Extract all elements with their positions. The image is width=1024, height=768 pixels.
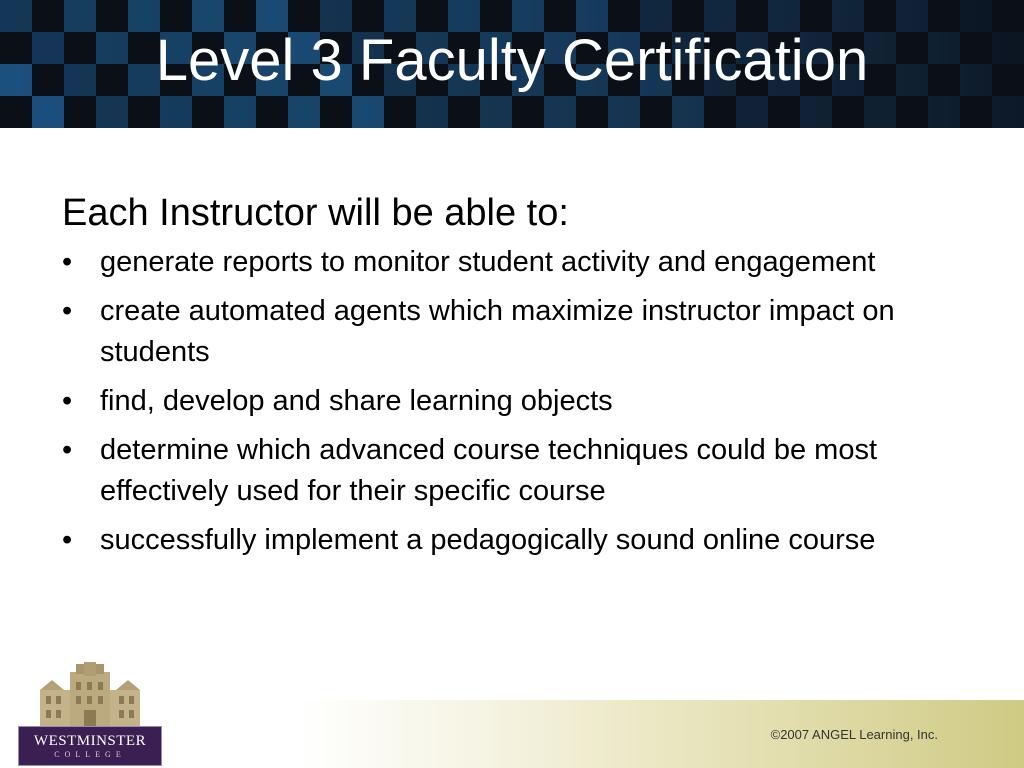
bullet-dot: • [62, 295, 73, 327]
bullet-item [62, 520, 962, 561]
bullet-text: determine which advanced course techniques could be most effectively used for their specific course [100, 434, 878, 507]
slide-body [62, 188, 962, 569]
logo-name: WESTMINSTER [33, 733, 147, 749]
bullet-item [62, 242, 962, 283]
building-icon [40, 662, 140, 726]
bullet-dot: • [62, 246, 73, 278]
bullet-text: generate reports to monitor student activity and engagement [100, 246, 876, 278]
bullet-list [62, 242, 962, 561]
logo-subtitle: COLLEGE [54, 750, 126, 759]
bullet-dot: • [62, 524, 73, 556]
bullet-text: successfully implement a pedagogically sound online course [100, 524, 876, 556]
logo-nameplate [18, 726, 162, 766]
slide-title: Level 3 Faculty Certification [155, 28, 869, 93]
bullet-item [62, 291, 962, 373]
bullet-dot: • [62, 434, 73, 466]
bullet-item [62, 381, 962, 422]
bullet-item [62, 430, 962, 512]
copyright-text: ©2007 ANGEL Learning, Inc. [770, 727, 938, 742]
bullet-text: find, develop and share learning objects [100, 385, 613, 417]
title-banner [0, 0, 1024, 128]
bullet-dot: • [62, 385, 73, 417]
bullet-text: create automated agents which maximize instructor impact on students [100, 295, 895, 368]
college-logo [18, 662, 164, 768]
lead-text: Each Instructor will be able to: [62, 192, 569, 234]
